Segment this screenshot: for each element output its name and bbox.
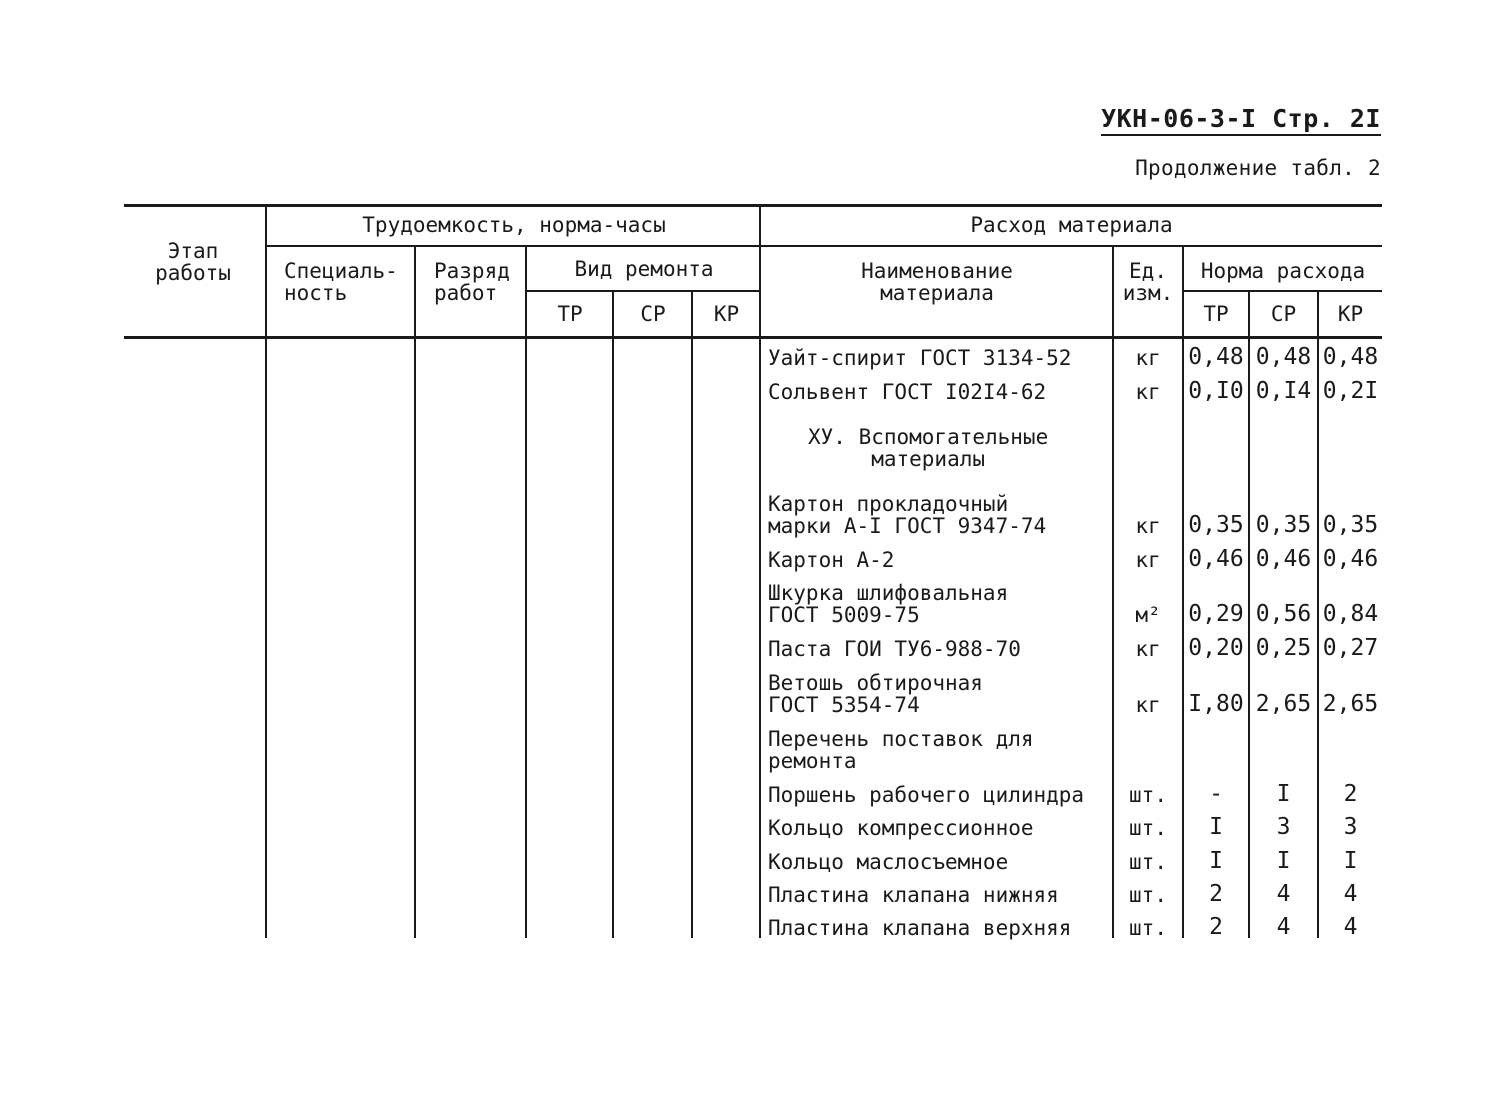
material-unit: м² bbox=[1135, 603, 1161, 627]
part-tr-qty: I bbox=[1209, 814, 1223, 840]
document-code: УКН-06-3-I Стр. 2I bbox=[1101, 104, 1381, 136]
col-divider-stage bbox=[265, 205, 267, 938]
part-tr-qty: - bbox=[1209, 781, 1223, 807]
norm-sr-value: 0,46 bbox=[1255, 546, 1312, 572]
header-repair-tr: ТР bbox=[557, 302, 583, 326]
norm-kr-value: 0,46 bbox=[1322, 546, 1379, 572]
norm-kr-value: 0,35 bbox=[1322, 512, 1379, 538]
norm-tr-value: 0,I0 bbox=[1188, 378, 1244, 404]
part-kr-qty: 2 bbox=[1343, 781, 1358, 807]
header-material-name: Наименование материала bbox=[861, 259, 1013, 305]
header-norm: Норма расхода bbox=[1200, 259, 1366, 283]
table-continuation-label: Продолжение табл. 2 bbox=[1135, 156, 1381, 180]
part-unit: шт. bbox=[1129, 816, 1167, 840]
norm-sr-value: 0,35 bbox=[1255, 512, 1312, 538]
material-unit: кг bbox=[1135, 693, 1161, 717]
header-repair-sr: СР bbox=[640, 302, 666, 326]
material-name: Картон А-2 bbox=[768, 548, 895, 572]
supply-list-heading: Перечень поставок для ремонта bbox=[768, 727, 1034, 773]
table-top-rule bbox=[124, 204, 1382, 207]
labor-group-underline bbox=[267, 245, 761, 247]
material-unit: кг bbox=[1135, 548, 1161, 572]
col-divider-grade bbox=[525, 246, 527, 938]
header-material-group: Расход материала bbox=[970, 213, 1173, 237]
material-unit: кг bbox=[1135, 380, 1161, 404]
header-repair-type: Вид ремонта bbox=[574, 257, 714, 281]
material-name: Шкурка шлифовальная ГОСТ 5009-75 bbox=[768, 581, 1009, 627]
header-norm-kr: КР bbox=[1337, 302, 1364, 326]
header-unit: Ед. изм. bbox=[1122, 259, 1174, 305]
header-stage: Этап работы bbox=[155, 239, 231, 285]
part-kr-qty: 4 bbox=[1343, 881, 1358, 907]
part-name: Кольцо маслосъемное bbox=[768, 850, 1009, 874]
section-heading: ХУ. Вспомогательные материалы bbox=[808, 425, 1049, 471]
part-sr-qty: 4 bbox=[1276, 881, 1291, 907]
part-kr-qty: I bbox=[1343, 848, 1358, 874]
part-sr-qty: I bbox=[1276, 781, 1291, 807]
norm-kr-value: 2,65 bbox=[1322, 691, 1379, 717]
norm-tr-value: 0,20 bbox=[1188, 635, 1244, 661]
part-sr-qty: 4 bbox=[1276, 914, 1291, 940]
norm-sr-value: 2,65 bbox=[1255, 691, 1312, 717]
part-name: Пластина клапана нижняя bbox=[768, 883, 1059, 907]
norm-sr-value: 0,48 bbox=[1255, 344, 1312, 370]
part-kr-qty: 3 bbox=[1343, 814, 1358, 840]
material-unit: кг bbox=[1135, 346, 1161, 370]
material-name: Паста ГОИ ТУ6-988-70 bbox=[768, 637, 1021, 661]
norm-kr-value: 0,48 bbox=[1322, 344, 1379, 370]
header-bottom-rule bbox=[124, 336, 1382, 339]
col-divider-specialty bbox=[414, 246, 416, 938]
part-sr-qty: I bbox=[1276, 848, 1291, 874]
material-unit: кг bbox=[1135, 637, 1161, 661]
part-kr-qty: 4 bbox=[1343, 914, 1358, 940]
header-repair-kr: КР bbox=[713, 302, 740, 326]
part-name: Кольцо компрессионное bbox=[768, 816, 1034, 840]
material-name: Картон прокладочный марки А-I ГОСТ 9347-74 bbox=[768, 492, 1047, 538]
part-tr-qty: 2 bbox=[1209, 914, 1223, 940]
material-name: Уайт-спирит ГОСТ 3134-52 bbox=[768, 346, 1072, 370]
material-name: Сольвент ГОСТ I02I4-62 bbox=[768, 380, 1047, 404]
norm-tr-value: 0,48 bbox=[1188, 344, 1244, 370]
material-unit: кг bbox=[1135, 514, 1161, 538]
part-name: Пластина клапана верхняя bbox=[768, 916, 1072, 940]
part-tr-qty: 2 bbox=[1209, 881, 1223, 907]
part-name: Поршень рабочего цилиндра bbox=[768, 783, 1085, 807]
material-name: Ветошь обтирочная ГОСТ 5354-74 bbox=[768, 671, 983, 717]
norm-tr-value: 0,29 bbox=[1188, 601, 1244, 627]
norm-kr-value: 0,27 bbox=[1322, 635, 1379, 661]
part-sr-qty: 3 bbox=[1276, 814, 1291, 840]
norm-sr-value: 0,56 bbox=[1255, 601, 1312, 627]
norm-tr-value: I,80 bbox=[1188, 691, 1244, 717]
col-divider-tr bbox=[612, 291, 614, 938]
header-norm-tr: ТР bbox=[1203, 302, 1229, 326]
repair-type-underline bbox=[527, 290, 761, 292]
header-grade: Разряд работ bbox=[434, 259, 510, 305]
norm-kr-value: 0,2I bbox=[1322, 378, 1379, 404]
part-unit: шт. bbox=[1129, 783, 1167, 807]
header-specialty: Специаль- ность bbox=[284, 259, 398, 305]
part-unit: шт. bbox=[1129, 883, 1167, 907]
part-unit: шт. bbox=[1129, 850, 1167, 874]
part-unit: шт. bbox=[1129, 916, 1167, 940]
norm-sr-value: 0,I4 bbox=[1255, 378, 1312, 404]
material-group-underline bbox=[761, 245, 1382, 247]
col-divider-sr bbox=[691, 291, 693, 938]
part-tr-qty: I bbox=[1209, 848, 1223, 874]
header-labor-group: Трудоемкость, норма-часы bbox=[362, 213, 666, 237]
norm-underline bbox=[1184, 290, 1382, 292]
norm-tr-value: 0,46 bbox=[1188, 546, 1244, 572]
norm-kr-value: 0,84 bbox=[1322, 601, 1379, 627]
norm-sr-value: 0,25 bbox=[1255, 635, 1312, 661]
norm-tr-value: 0,35 bbox=[1188, 512, 1244, 538]
header-norm-sr: СР bbox=[1270, 302, 1297, 326]
